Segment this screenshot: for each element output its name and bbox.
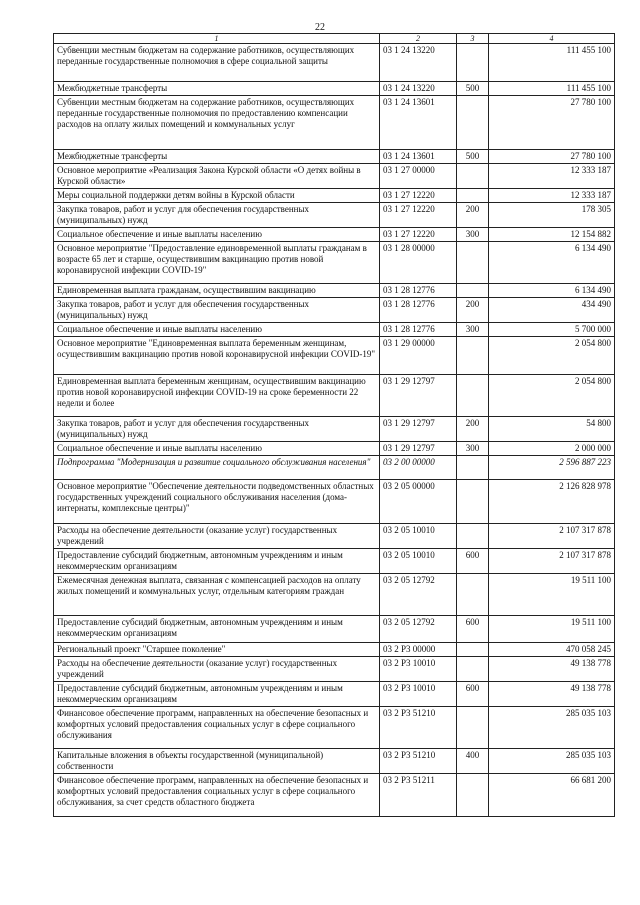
row-name-cell: Межбюджетные трансферты [54, 82, 380, 96]
row-sum-cell: 12 333 187 [489, 189, 615, 203]
row-name-cell: Предоставление субсидий бюджетным, автономным учреждениям и иным некоммерческим организациям [54, 549, 380, 574]
table-row [54, 574, 615, 616]
table-row [54, 323, 615, 337]
row-name-cell: Единовременная выплата беременным женщинам, осуществившим вакцинацию против новой коронавирусной инфекции COVID-19 на сроке беременности 22 недели и более [54, 375, 380, 417]
table-row [54, 616, 615, 643]
row-type-cell [457, 284, 489, 298]
row-code-cell: 03 1 29 12797 [380, 442, 457, 456]
row-name-cell: Предоставление субсидий бюджетным, автономным учреждениям и иным некоммерческим организациям [54, 682, 380, 707]
row-name-cell: Социальное обеспечение и иные выплаты населению [54, 442, 380, 456]
row-type-cell [457, 707, 489, 749]
row-sum-cell: 19 511 100 [489, 574, 615, 616]
table-row [54, 549, 615, 574]
row-sum-cell: 2 054 800 [489, 375, 615, 417]
row-code-cell: 03 1 24 13601 [380, 150, 457, 164]
table-row [54, 749, 615, 774]
table-row [54, 44, 615, 82]
row-type-cell [457, 164, 489, 189]
table-row [54, 456, 615, 480]
row-name-cell: Социальное обеспечение и иные выплаты населению [54, 323, 380, 337]
row-type-cell: 200 [457, 203, 489, 228]
row-sum-cell: 27 780 100 [489, 96, 615, 150]
row-code-cell: 03 2 P3 51211 [380, 774, 457, 817]
row-code-cell: 03 2 P3 10010 [380, 682, 457, 707]
header-col-2: 2 [380, 34, 457, 44]
row-type-cell [457, 375, 489, 417]
row-sum-cell: 2 054 800 [489, 337, 615, 375]
budget-table [53, 33, 615, 817]
row-code-cell: 03 1 24 13601 [380, 96, 457, 150]
row-type-cell [457, 524, 489, 549]
table-row [54, 164, 615, 189]
row-sum-cell: 66 681 200 [489, 774, 615, 817]
table-row [54, 643, 615, 657]
row-type-cell: 500 [457, 150, 489, 164]
row-name-cell: Расходы на обеспечение деятельности (оказание услуг) государственных учреждений [54, 524, 380, 549]
row-sum-cell: 54 800 [489, 417, 615, 442]
row-sum-cell: 178 305 [489, 203, 615, 228]
table-header-row [54, 34, 615, 44]
row-name-cell: Расходы на обеспечение деятельности (оказание услуг) государственных учреждений [54, 657, 380, 682]
row-name-cell: Основное мероприятие "Единовременная выплата беременным женщинам, осуществившим вакцинацию против новой коронавирусной инфекции COVID-19" [54, 337, 380, 375]
header-col-3: 3 [457, 34, 489, 44]
table-row [54, 82, 615, 96]
row-code-cell: 03 2 P3 00000 [380, 643, 457, 657]
table-row [54, 150, 615, 164]
row-code-cell: 03 2 P3 10010 [380, 657, 457, 682]
row-sum-cell: 470 058 245 [489, 643, 615, 657]
row-name-cell: Закупка товаров, работ и услуг для обеспечения государственных (муниципальных) нужд [54, 203, 380, 228]
row-type-cell: 600 [457, 616, 489, 643]
row-code-cell: 03 1 29 00000 [380, 337, 457, 375]
row-name-cell: Закупка товаров, работ и услуг для обеспечения государственных (муниципальных) нужд [54, 417, 380, 442]
row-name-cell: Региональный проект "Старшее поколение" [54, 643, 380, 657]
table-row [54, 203, 615, 228]
row-code-cell: 03 2 00 00000 [380, 456, 457, 480]
row-name-cell: Финансовое обеспечение программ, направленных на обеспечение безопасных и комфортных условий предоставления социальных услуг в сфере социального обслуживания, за счет средств областного бюджета [54, 774, 380, 817]
row-code-cell: 03 1 28 12776 [380, 284, 457, 298]
row-type-cell: 600 [457, 549, 489, 574]
table-row [54, 337, 615, 375]
row-name-cell: Основное мероприятие "Обеспечение деятельности подведомственных областных государственных учреждений социального обслуживания населения (дома-интернаты, комплексные центры)" [54, 480, 380, 524]
row-name-cell: Социальное обеспечение и иные выплаты населению [54, 228, 380, 242]
row-name-cell: Капитальные вложения в объекты государственной (муниципальной) собственности [54, 749, 380, 774]
table-row [54, 417, 615, 442]
row-type-cell [457, 189, 489, 203]
table-row [54, 242, 615, 284]
header-col-4: 4 [489, 34, 615, 44]
row-type-cell: 500 [457, 82, 489, 96]
page-number: 22 [315, 22, 325, 33]
row-name-cell: Субвенции местным бюджетам на содержание работников, осуществляющих переданные государственные полномочия по предоставлению компенсации расходов на оплату жилых помещений и коммунальных услуг [54, 96, 380, 150]
row-sum-cell: 285 035 103 [489, 749, 615, 774]
table-row [54, 298, 615, 323]
row-name-cell: Предоставление субсидий бюджетным, автономным учреждениям и иным некоммерческим организациям [54, 616, 380, 643]
row-type-cell [457, 643, 489, 657]
row-sum-cell: 49 138 778 [489, 682, 615, 707]
row-type-cell [457, 574, 489, 616]
row-sum-cell: 111 455 100 [489, 82, 615, 96]
row-code-cell: 03 2 05 12792 [380, 616, 457, 643]
row-name-cell: Основное мероприятие "Предоставление единовременной выплаты гражданам в возрасте 65 лет и старше, осуществившим вакцинацию против новой коронавирусной инфекции COVID-19" [54, 242, 380, 284]
row-code-cell: 03 2 05 12792 [380, 574, 457, 616]
row-type-cell: 300 [457, 442, 489, 456]
row-code-cell: 03 1 27 12220 [380, 203, 457, 228]
row-type-cell [457, 44, 489, 82]
table-row [54, 189, 615, 203]
row-type-cell [457, 774, 489, 817]
table-row [54, 442, 615, 456]
row-name-cell: Единовременная выплата гражданам, осуществившим вакцинацию [54, 284, 380, 298]
row-code-cell: 03 2 05 10010 [380, 549, 457, 574]
row-sum-cell: 5 700 000 [489, 323, 615, 337]
row-sum-cell: 19 511 100 [489, 616, 615, 643]
row-sum-cell: 285 035 103 [489, 707, 615, 749]
header-col-1: 1 [54, 34, 380, 44]
row-name-cell: Субвенции местным бюджетам на содержание работников, осуществляющих переданные государственные полномочия в сфере социальной защиты [54, 44, 380, 82]
row-sum-cell: 434 490 [489, 298, 615, 323]
row-name-cell: Ежемесячная денежная выплата, связанная с компенсацией расходов на оплату жилых помещений и коммунальных услуг, отдельным категориям граждан [54, 574, 380, 616]
table-row [54, 284, 615, 298]
table-row [54, 96, 615, 150]
row-name-cell: Основное мероприятие «Реализация Закона Курской области «О детях войны в Курской области» [54, 164, 380, 189]
row-type-cell: 200 [457, 298, 489, 323]
row-type-cell: 300 [457, 228, 489, 242]
row-type-cell [457, 96, 489, 150]
row-sum-cell: 27 780 100 [489, 150, 615, 164]
row-code-cell: 03 1 29 12797 [380, 417, 457, 442]
row-name-cell: Подпрограмма "Модернизация и развитие социального обслуживания населения" [54, 456, 380, 480]
table-row [54, 774, 615, 817]
row-sum-cell: 111 455 100 [489, 44, 615, 82]
row-type-cell: 200 [457, 417, 489, 442]
row-code-cell: 03 1 24 13220 [380, 82, 457, 96]
row-sum-cell: 6 134 490 [489, 242, 615, 284]
row-type-cell [457, 337, 489, 375]
row-sum-cell: 2 596 887 223 [489, 456, 615, 480]
row-sum-cell: 12 154 882 [489, 228, 615, 242]
row-name-cell: Меры социальной поддержки детям войны в Курской области [54, 189, 380, 203]
row-code-cell: 03 1 27 12220 [380, 228, 457, 242]
row-code-cell: 03 2 05 00000 [380, 480, 457, 524]
table-row [54, 657, 615, 682]
row-sum-cell: 2 000 000 [489, 442, 615, 456]
table-row [54, 375, 615, 417]
row-type-cell: 600 [457, 682, 489, 707]
row-sum-cell: 6 134 490 [489, 284, 615, 298]
table-row [54, 682, 615, 707]
table-row [54, 707, 615, 749]
row-type-cell [457, 657, 489, 682]
row-code-cell: 03 2 P3 51210 [380, 707, 457, 749]
row-type-cell: 400 [457, 749, 489, 774]
row-code-cell: 03 1 28 00000 [380, 242, 457, 284]
table-row [54, 480, 615, 524]
row-sum-cell: 12 333 187 [489, 164, 615, 189]
row-type-cell [457, 480, 489, 524]
row-name-cell: Закупка товаров, работ и услуг для обеспечения государственных (муниципальных) нужд [54, 298, 380, 323]
row-code-cell: 03 1 27 00000 [380, 164, 457, 189]
table-row [54, 524, 615, 549]
row-code-cell: 03 1 27 12220 [380, 189, 457, 203]
row-sum-cell: 2 107 317 878 [489, 549, 615, 574]
row-sum-cell: 49 138 778 [489, 657, 615, 682]
table-row [54, 228, 615, 242]
row-name-cell: Межбюджетные трансферты [54, 150, 380, 164]
row-sum-cell: 2 107 317 878 [489, 524, 615, 549]
row-code-cell: 03 2 05 10010 [380, 524, 457, 549]
row-type-cell [457, 242, 489, 284]
row-code-cell: 03 1 28 12776 [380, 323, 457, 337]
row-code-cell: 03 1 29 12797 [380, 375, 457, 417]
row-name-cell: Финансовое обеспечение программ, направленных на обеспечение безопасных и комфортных условий предоставления социальных услуг в сфере социального обслуживания [54, 707, 380, 749]
row-sum-cell: 2 126 828 978 [489, 480, 615, 524]
row-code-cell: 03 1 24 13220 [380, 44, 457, 82]
row-type-cell [457, 456, 489, 480]
row-code-cell: 03 1 28 12776 [380, 298, 457, 323]
row-type-cell: 300 [457, 323, 489, 337]
row-code-cell: 03 2 P3 51210 [380, 749, 457, 774]
